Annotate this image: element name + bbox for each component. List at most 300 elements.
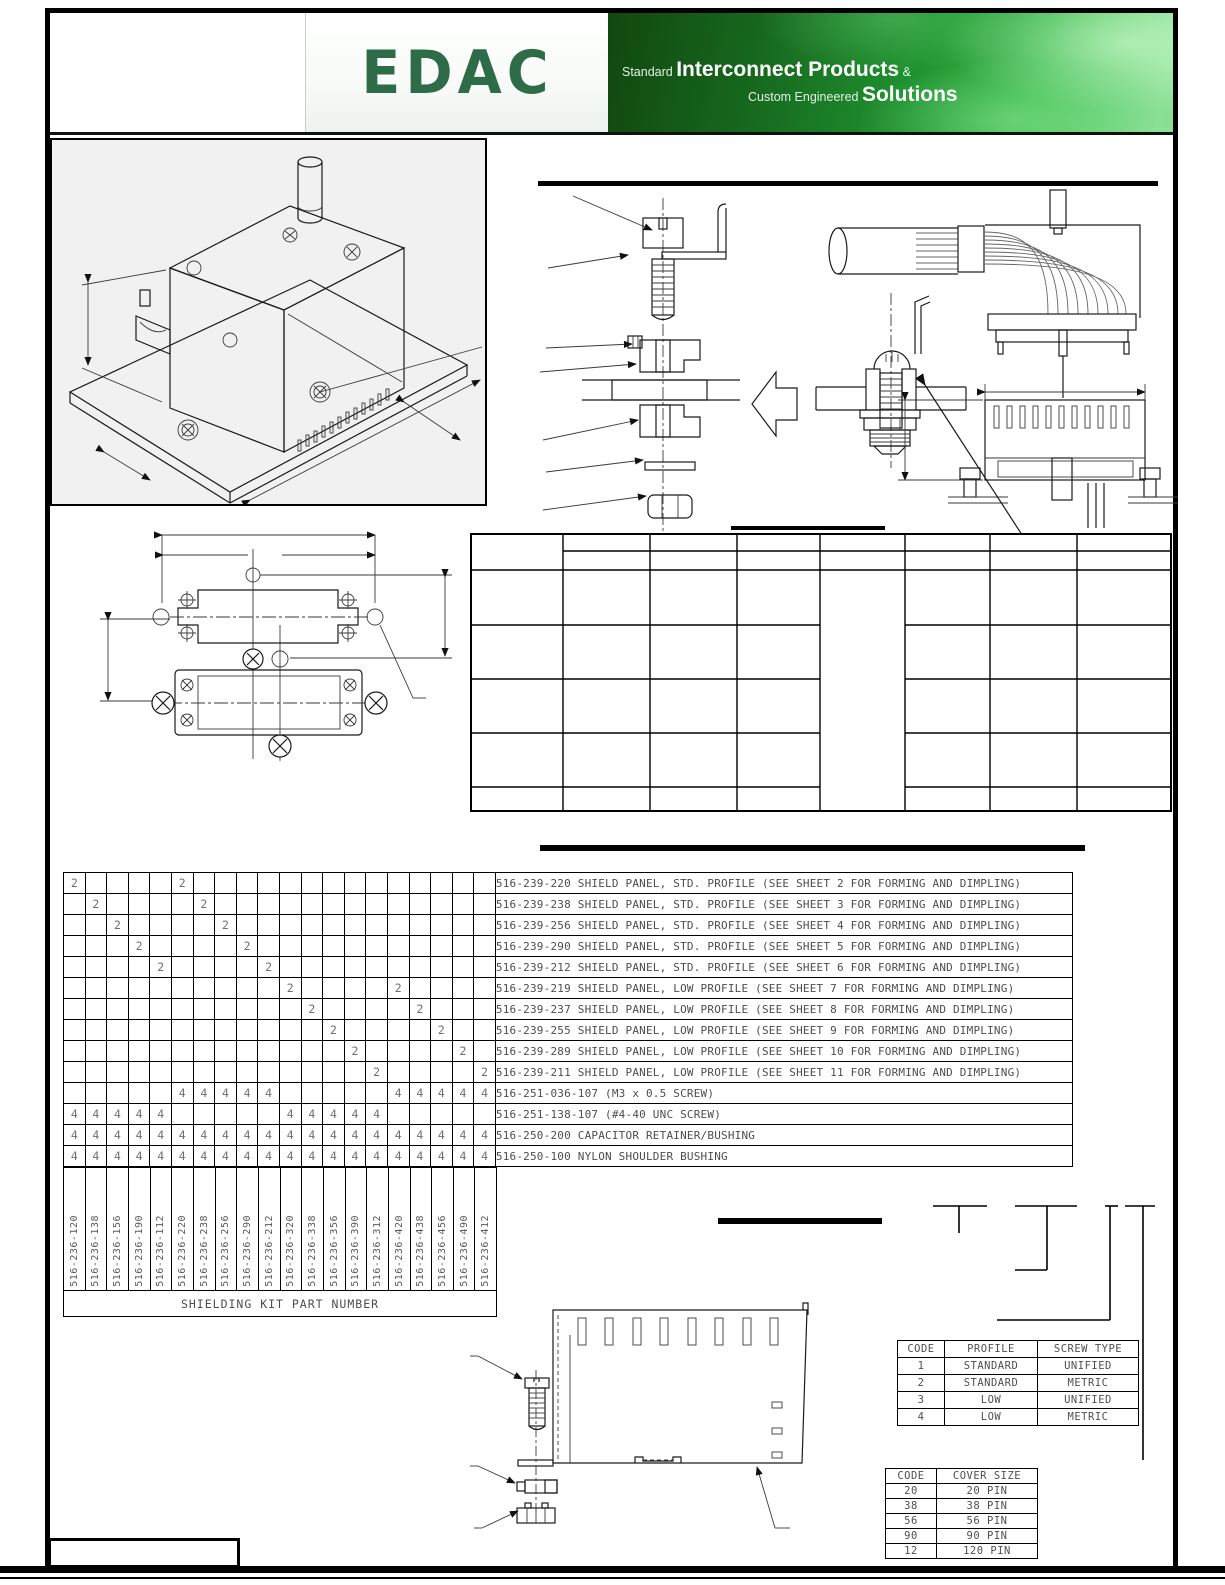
matrix-qty-cell xyxy=(150,1062,172,1083)
matrix-qty-cell xyxy=(323,1083,345,1104)
matrix-qty-cell xyxy=(171,1041,193,1062)
matrix-qty-cell: 2 xyxy=(279,978,301,999)
matrix-qty-cell xyxy=(215,936,237,957)
code-table-cell: LOW xyxy=(945,1392,1038,1409)
kit-part-number-column xyxy=(237,1168,259,1290)
matrix-qty-cell: 2 xyxy=(301,999,323,1020)
matrix-qty-cell xyxy=(128,915,150,936)
spec-table-grid xyxy=(470,533,1172,812)
matrix-qty-cell xyxy=(193,915,215,936)
matrix-qty-cell xyxy=(193,873,215,894)
kit-part-number-label: 516-236-356 xyxy=(328,1215,340,1287)
matrix-qty-cell xyxy=(107,936,129,957)
code-table-cell: 90 PIN xyxy=(937,1529,1038,1544)
matrix-qty-cell xyxy=(107,873,129,894)
matrix-row xyxy=(64,957,1073,978)
code-table-cell: 38 PIN xyxy=(937,1499,1038,1514)
kit-part-number-label: 516-236-220 xyxy=(177,1215,189,1287)
code-table-cell: 120 PIN xyxy=(937,1544,1038,1559)
matrix-row xyxy=(64,915,1073,936)
matrix-qty-cell xyxy=(474,915,496,936)
matrix-qty-cell xyxy=(409,894,431,915)
matrix-qty-cell: 4 xyxy=(474,1125,496,1146)
banner xyxy=(608,13,1173,132)
fastener-stack xyxy=(540,196,740,546)
code-table-header: CODE xyxy=(886,1469,937,1484)
code-table-cell: 56 PIN xyxy=(937,1514,1038,1529)
matrix-qty-cell xyxy=(150,915,172,936)
matrix-qty-cell xyxy=(431,957,453,978)
matrix-qty-cell xyxy=(431,999,453,1020)
kit-part-number-label: 516-236-320 xyxy=(285,1215,297,1287)
matrix-part-description: 516-239-256 SHIELD PANEL, STD. PROFILE (SEE SHEET 4 FOR FORMING AND DIMPLING) xyxy=(495,915,1072,936)
matrix-qty-cell xyxy=(323,936,345,957)
matrix-qty-cell xyxy=(128,894,150,915)
matrix-qty-cell xyxy=(279,1041,301,1062)
matrix-qty-cell xyxy=(431,873,453,894)
page-header xyxy=(50,13,1173,135)
shield-panel-side-view-panel xyxy=(470,1295,900,1580)
matrix-title-rule xyxy=(540,845,1085,851)
code-table-cell: UNIFIED xyxy=(1038,1358,1139,1375)
matrix-qty-cell: 4 xyxy=(85,1146,107,1167)
matrix-qty-cell: 4 xyxy=(301,1125,323,1146)
matrix-qty-cell: 2 xyxy=(150,957,172,978)
banner-tagline-line2 xyxy=(748,83,958,107)
matrix-qty-cell: 4 xyxy=(258,1146,280,1167)
matrix-qty-cell: 4 xyxy=(279,1125,301,1146)
matrix-qty-cell xyxy=(258,1020,280,1041)
matrix-qty-cell xyxy=(301,1062,323,1083)
matrix-qty-cell xyxy=(85,957,107,978)
matrix-row xyxy=(64,873,1073,894)
kit-part-number-column xyxy=(259,1168,281,1290)
matrix-qty-cell xyxy=(258,915,280,936)
matrix-qty-cell xyxy=(193,1062,215,1083)
matrix-qty-cell xyxy=(64,1083,86,1104)
matrix-qty-cell xyxy=(431,978,453,999)
code-table-header: SCREW TYPE xyxy=(1038,1341,1139,1358)
matrix-qty-cell xyxy=(279,957,301,978)
screw-marks xyxy=(178,228,360,440)
matrix-qty-cell xyxy=(431,894,453,915)
matrix-qty-cell xyxy=(128,1062,150,1083)
matrix-qty-cell xyxy=(366,957,388,978)
exploded-view-panel xyxy=(488,148,1178,588)
matrix-qty-cell: 2 xyxy=(452,1041,474,1062)
code-table-cell: 4 xyxy=(898,1409,945,1426)
matrix-qty-cell xyxy=(387,999,409,1020)
matrix-part-description: 516-251-036-107 (M3 x 0.5 SCREW) xyxy=(495,1083,1072,1104)
matrix-qty-cell xyxy=(323,999,345,1020)
fastener-cross-section xyxy=(816,293,966,468)
matrix-qty-cell xyxy=(236,957,258,978)
banner-text-solutions: Solutions xyxy=(861,83,958,106)
matrix-qty-cell: 4 xyxy=(193,1125,215,1146)
kit-part-number-column xyxy=(346,1168,368,1290)
matrix-qty-cell xyxy=(64,915,86,936)
matrix-qty-cell xyxy=(279,894,301,915)
matrix-qty-cell xyxy=(474,873,496,894)
matrix-qty-cell xyxy=(128,978,150,999)
matrix-qty-cell xyxy=(150,1083,172,1104)
kit-part-number-column xyxy=(129,1168,151,1290)
matrix-qty-cell xyxy=(107,978,129,999)
matrix-qty-cell xyxy=(344,1083,366,1104)
matrix-qty-cell xyxy=(431,1041,453,1062)
matrix-qty-cell xyxy=(236,999,258,1020)
matrix-qty-cell xyxy=(323,894,345,915)
code-table-cell: 20 xyxy=(886,1484,937,1499)
isometric-assembly-drawing xyxy=(52,140,485,504)
matrix-qty-cell xyxy=(236,1020,258,1041)
matrix-qty-cell: 4 xyxy=(409,1125,431,1146)
matrix-qty-cell xyxy=(236,915,258,936)
matrix-qty-cell xyxy=(431,915,453,936)
matrix-qty-cell xyxy=(409,957,431,978)
matrix-qty-cell: 4 xyxy=(474,1146,496,1167)
matrix-qty-cell: 2 xyxy=(366,1062,388,1083)
matrix-qty-cell: 4 xyxy=(258,1125,280,1146)
kit-part-number-column xyxy=(475,1168,496,1290)
matrix-qty-cell xyxy=(344,957,366,978)
matrix-qty-cell xyxy=(85,1062,107,1083)
matrix-qty-cell: 4 xyxy=(64,1125,86,1146)
matrix-qty-cell xyxy=(452,894,474,915)
matrix-qty-cell xyxy=(85,873,107,894)
matrix-qty-cell: 2 xyxy=(258,957,280,978)
matrix-qty-cell: 4 xyxy=(258,1083,280,1104)
matrix-qty-cell: 2 xyxy=(387,978,409,999)
matrix-qty-cell xyxy=(236,1104,258,1125)
matrix-qty-cell: 4 xyxy=(452,1083,474,1104)
matrix-qty-cell: 2 xyxy=(193,894,215,915)
profile-code-table-inner xyxy=(897,1340,1139,1426)
kit-part-number-label: 516-236-156 xyxy=(112,1215,124,1287)
code-table-cell: STANDARD xyxy=(945,1358,1038,1375)
matrix-qty-cell: 4 xyxy=(85,1104,107,1125)
matrix-qty-cell: 4 xyxy=(150,1146,172,1167)
matrix-qty-cell xyxy=(344,1020,366,1041)
kit-part-number-column xyxy=(281,1168,303,1290)
kit-part-number-label: 516-236-212 xyxy=(263,1215,275,1287)
matrix-qty-cell xyxy=(215,978,237,999)
matrix-qty-cell: 4 xyxy=(431,1146,453,1167)
screw-and-bushing xyxy=(517,1370,557,1523)
banner-text-interconnect: Interconnect Products xyxy=(676,58,900,81)
matrix-qty-cell xyxy=(215,999,237,1020)
matrix-qty-cell: 2 xyxy=(64,873,86,894)
spec-table-panel xyxy=(470,533,1172,812)
matrix-qty-cell xyxy=(193,978,215,999)
matrix-qty-cell xyxy=(107,1020,129,1041)
code-table-cell: METRIC xyxy=(1038,1409,1139,1426)
edac-logo: EDAC xyxy=(361,38,554,107)
matrix-qty-cell: 4 xyxy=(215,1083,237,1104)
matrix-qty-cell xyxy=(409,873,431,894)
matrix-qty-cell: 4 xyxy=(236,1083,258,1104)
matrix-qty-cell xyxy=(193,1041,215,1062)
matrix-qty-cell xyxy=(279,1020,301,1041)
matrix-qty-cell xyxy=(85,978,107,999)
code-table-cell: 20 PIN xyxy=(937,1484,1038,1499)
matrix-qty-cell: 4 xyxy=(128,1104,150,1125)
kit-part-number-label: 516-236-438 xyxy=(415,1215,427,1287)
logo-area xyxy=(305,13,609,132)
matrix-qty-cell: 4 xyxy=(128,1146,150,1167)
matrix-part-description: 516-239-255 SHIELD PANEL, LOW PROFILE (SEE SHEET 9 FOR FORMING AND DIMPLING) xyxy=(495,1020,1072,1041)
matrix-row xyxy=(64,1125,1073,1146)
matrix-qty-cell: 4 xyxy=(150,1125,172,1146)
matrix-qty-cell: 4 xyxy=(387,1083,409,1104)
matrix-qty-cell xyxy=(128,1041,150,1062)
code-table-header: COVER SIZE xyxy=(937,1469,1038,1484)
matrix-qty-cell xyxy=(171,1104,193,1125)
banner-tagline-line1 xyxy=(622,58,911,82)
matrix-qty-cell: 4 xyxy=(387,1146,409,1167)
matrix-part-description: 516-239-211 SHIELD PANEL, LOW PROFILE (SEE SHEET 11 FOR FORMING AND DIMPLING) xyxy=(495,1062,1072,1083)
matrix-qty-cell: 2 xyxy=(85,894,107,915)
matrix-qty-cell xyxy=(387,936,409,957)
matrix-qty-cell: 4 xyxy=(279,1146,301,1167)
direction-arrow xyxy=(752,372,797,436)
matrix-qty-cell xyxy=(171,915,193,936)
matrix-qty-cell xyxy=(344,894,366,915)
kit-part-number-label: 516-236-138 xyxy=(90,1215,102,1287)
matrix-qty-cell xyxy=(301,978,323,999)
kit-part-number-column xyxy=(86,1168,108,1290)
kit-part-number-column xyxy=(216,1168,238,1290)
shield-panel-side-view xyxy=(470,1295,900,1580)
matrix-part-description: 516-239-237 SHIELD PANEL, LOW PROFILE (SEE SHEET 8 FOR FORMING AND DIMPLING) xyxy=(495,999,1072,1020)
matrix-part-description: 516-239-290 SHIELD PANEL, STD. PROFILE (SEE SHEET 5 FOR FORMING AND DIMPLING) xyxy=(495,936,1072,957)
matrix-qty-cell: 4 xyxy=(366,1125,388,1146)
matrix-qty-cell: 2 xyxy=(215,915,237,936)
matrix-part-description: 516-239-212 SHIELD PANEL, STD. PROFILE (SEE SHEET 6 FOR FORMING AND DIMPLING) xyxy=(495,957,1072,978)
matrix-footer-label: SHIELDING KIT PART NUMBER xyxy=(63,1290,497,1317)
matrix-qty-cell: 4 xyxy=(107,1125,129,1146)
matrix-qty-cell: 4 xyxy=(107,1146,129,1167)
matrix-qty-cell: 4 xyxy=(409,1083,431,1104)
matrix-qty-cell: 4 xyxy=(409,1146,431,1167)
matrix-qty-cell xyxy=(409,915,431,936)
matrix-qty-cell: 4 xyxy=(107,1104,129,1125)
code-table-cell: 12 xyxy=(886,1544,937,1559)
matrix-qty-cell xyxy=(474,894,496,915)
isometric-assembly-panel xyxy=(50,138,487,506)
kit-part-number-label: 516-236-120 xyxy=(68,1215,80,1287)
matrix-qty-cell: 4 xyxy=(431,1083,453,1104)
matrix-qty-cell xyxy=(301,1041,323,1062)
kit-part-number-label: 516-236-390 xyxy=(350,1215,362,1287)
matrix-qty-cell xyxy=(366,894,388,915)
cover-face-bottom xyxy=(152,649,387,757)
matrix-qty-cell xyxy=(409,1062,431,1083)
matrix-qty-cell xyxy=(387,1020,409,1041)
matrix-qty-cell: 2 xyxy=(344,1041,366,1062)
matrix-qty-cell xyxy=(128,999,150,1020)
matrix-qty-cell xyxy=(215,1062,237,1083)
matrix-qty-cell: 4 xyxy=(215,1146,237,1167)
banner-text-standard: Standard xyxy=(622,65,677,79)
code-table-cell: LOW xyxy=(945,1409,1038,1426)
title-block-box xyxy=(48,1538,240,1568)
matrix-qty-cell xyxy=(150,894,172,915)
matrix-qty-cell xyxy=(171,978,193,999)
matrix-qty-cell xyxy=(64,894,86,915)
cable-cover-assembly xyxy=(829,190,1140,398)
code-table-cell: METRIC xyxy=(1038,1375,1139,1392)
matrix-qty-cell xyxy=(215,894,237,915)
matrix-qty-cell xyxy=(215,1104,237,1125)
matrix-qty-cell xyxy=(409,1104,431,1125)
kit-part-number-column xyxy=(151,1168,173,1290)
matrix-row xyxy=(64,1083,1073,1104)
kit-part-number-label: 516-236-238 xyxy=(198,1215,210,1287)
matrix-qty-cell xyxy=(279,1062,301,1083)
matrix-qty-cell xyxy=(474,957,496,978)
matrix-qty-cell: 4 xyxy=(193,1146,215,1167)
matrix-qty-cell xyxy=(452,978,474,999)
banner-text-custom: Custom Engineered xyxy=(748,90,862,104)
matrix-row xyxy=(64,1062,1073,1083)
exploded-view-drawing xyxy=(488,148,1178,588)
kit-part-number-column xyxy=(64,1168,86,1290)
matrix-part-description: 516-239-220 SHIELD PANEL, STD. PROFILE (SEE SHEET 2 FOR FORMING AND DIMPLING) xyxy=(495,873,1072,894)
matrix-qty-cell xyxy=(258,999,280,1020)
matrix-qty-cell: 4 xyxy=(344,1125,366,1146)
matrix-qty-cell: 4 xyxy=(366,1104,388,1125)
matrix-qty-cell xyxy=(215,1020,237,1041)
matrix-qty-cell xyxy=(301,936,323,957)
matrix-qty-cell xyxy=(474,978,496,999)
matrix-qty-cell xyxy=(150,873,172,894)
code-table-cell: 38 xyxy=(886,1499,937,1514)
matrix-row xyxy=(64,894,1073,915)
kit-part-number-label: 516-236-290 xyxy=(242,1215,254,1287)
matrix-qty-cell xyxy=(150,1020,172,1041)
matrix-qty-cell xyxy=(258,873,280,894)
matrix-row xyxy=(64,1104,1073,1125)
matrix-qty-cell: 2 xyxy=(431,1020,453,1041)
matrix-qty-cell xyxy=(171,894,193,915)
matrix-qty-cell xyxy=(387,873,409,894)
shielding-kit-matrix-table xyxy=(63,872,1073,1167)
kit-part-number-label: 516-236-312 xyxy=(372,1215,384,1287)
matrix-qty-cell xyxy=(366,1041,388,1062)
code-table-header: CODE xyxy=(898,1341,945,1358)
code-table-cell: STANDARD xyxy=(945,1375,1038,1392)
matrix-qty-cell xyxy=(107,957,129,978)
matrix-row xyxy=(64,978,1073,999)
matrix-qty-cell xyxy=(452,1062,474,1083)
matrix-qty-cell xyxy=(193,999,215,1020)
matrix-qty-cell xyxy=(193,1020,215,1041)
kit-part-number-column xyxy=(411,1168,433,1290)
matrix-qty-cell xyxy=(193,936,215,957)
matrix-qty-cell xyxy=(323,1041,345,1062)
matrix-qty-cell xyxy=(279,936,301,957)
matrix-qty-cell xyxy=(85,915,107,936)
matrix-row xyxy=(64,1041,1073,1062)
matrix-qty-cell: 4 xyxy=(171,1125,193,1146)
matrix-qty-cell xyxy=(107,894,129,915)
matrix-qty-cell xyxy=(387,1041,409,1062)
kit-part-number-column xyxy=(172,1168,194,1290)
matrix-qty-cell xyxy=(474,1020,496,1041)
spec-table-title-rule xyxy=(731,526,885,530)
matrix-qty-cell: 4 xyxy=(301,1146,323,1167)
dimension-lines xyxy=(100,535,452,761)
matrix-qty-cell: 4 xyxy=(323,1104,345,1125)
kit-part-number-columns xyxy=(63,1167,497,1291)
matrix-qty-cell xyxy=(193,957,215,978)
matrix-qty-cell xyxy=(85,1020,107,1041)
leader-lines xyxy=(470,1356,790,1528)
matrix-qty-cell xyxy=(366,999,388,1020)
panel-outline xyxy=(518,1303,808,1466)
matrix-qty-cell xyxy=(64,1020,86,1041)
matrix-qty-cell xyxy=(236,1062,258,1083)
matrix-qty-cell xyxy=(387,915,409,936)
matrix-qty-cell: 2 xyxy=(409,999,431,1020)
dimension-lines xyxy=(82,270,482,500)
matrix-qty-cell: 4 xyxy=(474,1083,496,1104)
matrix-qty-cell xyxy=(366,915,388,936)
matrix-qty-cell xyxy=(452,915,474,936)
kit-part-number-label: 516-236-420 xyxy=(393,1215,405,1287)
kit-part-number-label: 516-236-190 xyxy=(133,1215,145,1287)
cover-size-table-inner xyxy=(885,1468,1038,1559)
matrix-qty-cell xyxy=(64,978,86,999)
matrix-qty-cell: 2 xyxy=(107,915,129,936)
matrix-part-description: 516-250-100 NYLON SHOULDER BUSHING xyxy=(495,1146,1072,1167)
matrix-part-description: 516-250-200 CAPACITOR RETAINER/BUSHING xyxy=(495,1125,1072,1146)
matrix-qty-cell: 4 xyxy=(236,1125,258,1146)
matrix-row xyxy=(64,936,1073,957)
matrix-qty-cell xyxy=(107,1062,129,1083)
matrix-qty-cell xyxy=(387,1104,409,1125)
matrix-qty-cell xyxy=(236,894,258,915)
matrix-qty-cell xyxy=(64,999,86,1020)
matrix-qty-cell xyxy=(301,957,323,978)
matrix-qty-cell xyxy=(344,915,366,936)
matrix-qty-cell xyxy=(366,873,388,894)
matrix-qty-cell xyxy=(150,1041,172,1062)
panel-cutout-top xyxy=(153,568,426,698)
matrix-qty-cell xyxy=(474,936,496,957)
matrix-qty-cell xyxy=(171,999,193,1020)
matrix-qty-cell xyxy=(128,873,150,894)
matrix-qty-cell xyxy=(387,894,409,915)
matrix-qty-cell: 4 xyxy=(85,1125,107,1146)
matrix-part-description: 516-239-289 SHIELD PANEL, LOW PROFILE (SEE SHEET 10 FOR FORMING AND DIMPLING) xyxy=(495,1041,1072,1062)
matrix-qty-cell xyxy=(431,936,453,957)
matrix-qty-cell xyxy=(258,1062,280,1083)
matrix-qty-cell xyxy=(366,1083,388,1104)
matrix-qty-cell xyxy=(85,936,107,957)
matrix-qty-cell: 4 xyxy=(366,1146,388,1167)
code-table-cell: 3 xyxy=(898,1392,945,1409)
matrix-qty-cell: 4 xyxy=(452,1146,474,1167)
matrix-qty-cell xyxy=(107,1041,129,1062)
banner-text-amp: & xyxy=(899,65,911,79)
matrix-qty-cell xyxy=(85,1083,107,1104)
matrix-qty-cell xyxy=(215,1041,237,1062)
matrix-qty-cell xyxy=(236,978,258,999)
matrix-qty-cell: 4 xyxy=(323,1125,345,1146)
matrix-qty-cell xyxy=(64,936,86,957)
